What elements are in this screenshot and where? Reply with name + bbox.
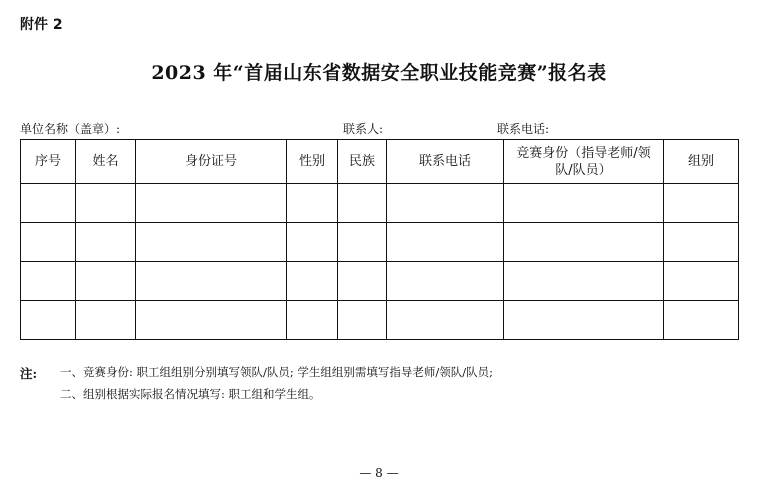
table-cell[interactable] [287, 223, 338, 262]
table-cell[interactable] [136, 301, 287, 340]
table-cell[interactable] [338, 223, 387, 262]
table-cell[interactable] [21, 301, 76, 340]
contact-person-label: 联系人: [343, 122, 384, 136]
notes-indent [20, 386, 60, 408]
notes-section [20, 364, 493, 408]
header-ethnicity: 民族 [338, 140, 387, 184]
table-cell[interactable] [504, 184, 664, 223]
notes-label: 注: [20, 366, 38, 381]
table-cell[interactable] [387, 223, 504, 262]
header-role: 竞赛身份（指导老师/领队/队员） [504, 140, 664, 184]
table-row [21, 262, 739, 301]
header-id-number: 身份证号 [136, 140, 287, 184]
table-row [21, 301, 739, 340]
table-cell[interactable] [76, 184, 136, 223]
table-cell[interactable] [664, 301, 739, 340]
table-cell[interactable] [504, 262, 664, 301]
header-name: 姓名 [76, 140, 136, 184]
table-cell[interactable] [664, 184, 739, 223]
table-cell[interactable] [287, 184, 338, 223]
registration-table [20, 139, 739, 340]
table-cell[interactable] [387, 301, 504, 340]
header-group: 组别 [664, 140, 739, 184]
form-title: 2023 年“首届山东省数据安全职业技能竞赛”报名表 [151, 62, 607, 84]
table-cell[interactable] [136, 184, 287, 223]
note-item: 二、组别根据实际报名情况填写: 职工组和学生组。 [60, 387, 321, 401]
table-cell[interactable] [664, 223, 739, 262]
table-cell[interactable] [287, 301, 338, 340]
table-cell[interactable] [504, 301, 664, 340]
table-row [21, 223, 739, 262]
table-cell[interactable] [338, 301, 387, 340]
table-cell[interactable] [76, 262, 136, 301]
header-serial: 序号 [21, 140, 76, 184]
table-cell[interactable] [76, 301, 136, 340]
table-cell[interactable] [136, 262, 287, 301]
table-cell[interactable] [664, 262, 739, 301]
header-phone: 联系电话 [387, 140, 504, 184]
header-gender: 性别 [287, 140, 338, 184]
unit-name-label: 单位名称（盖章）: [20, 122, 121, 136]
table-row [21, 184, 739, 223]
table-cell[interactable] [136, 223, 287, 262]
table-cell[interactable] [504, 223, 664, 262]
table-cell[interactable] [21, 262, 76, 301]
table-cell[interactable] [387, 184, 504, 223]
attachment-label: 附件 2 [20, 17, 63, 33]
table-cell[interactable] [21, 223, 76, 262]
table-cell[interactable] [338, 184, 387, 223]
table-cell[interactable] [387, 262, 504, 301]
note-item: 一、竞赛身份: 职工组组别分别填写领队/队员; 学生组组别需填写指导老师/领队/队员; [60, 365, 494, 379]
table-cell[interactable] [21, 184, 76, 223]
table-header-row [21, 140, 739, 184]
contact-phone-label: 联系电话: [497, 122, 550, 136]
page-number: — 8 — [359, 466, 399, 480]
table-cell[interactable] [76, 223, 136, 262]
table-cell[interactable] [287, 262, 338, 301]
table-cell[interactable] [338, 262, 387, 301]
